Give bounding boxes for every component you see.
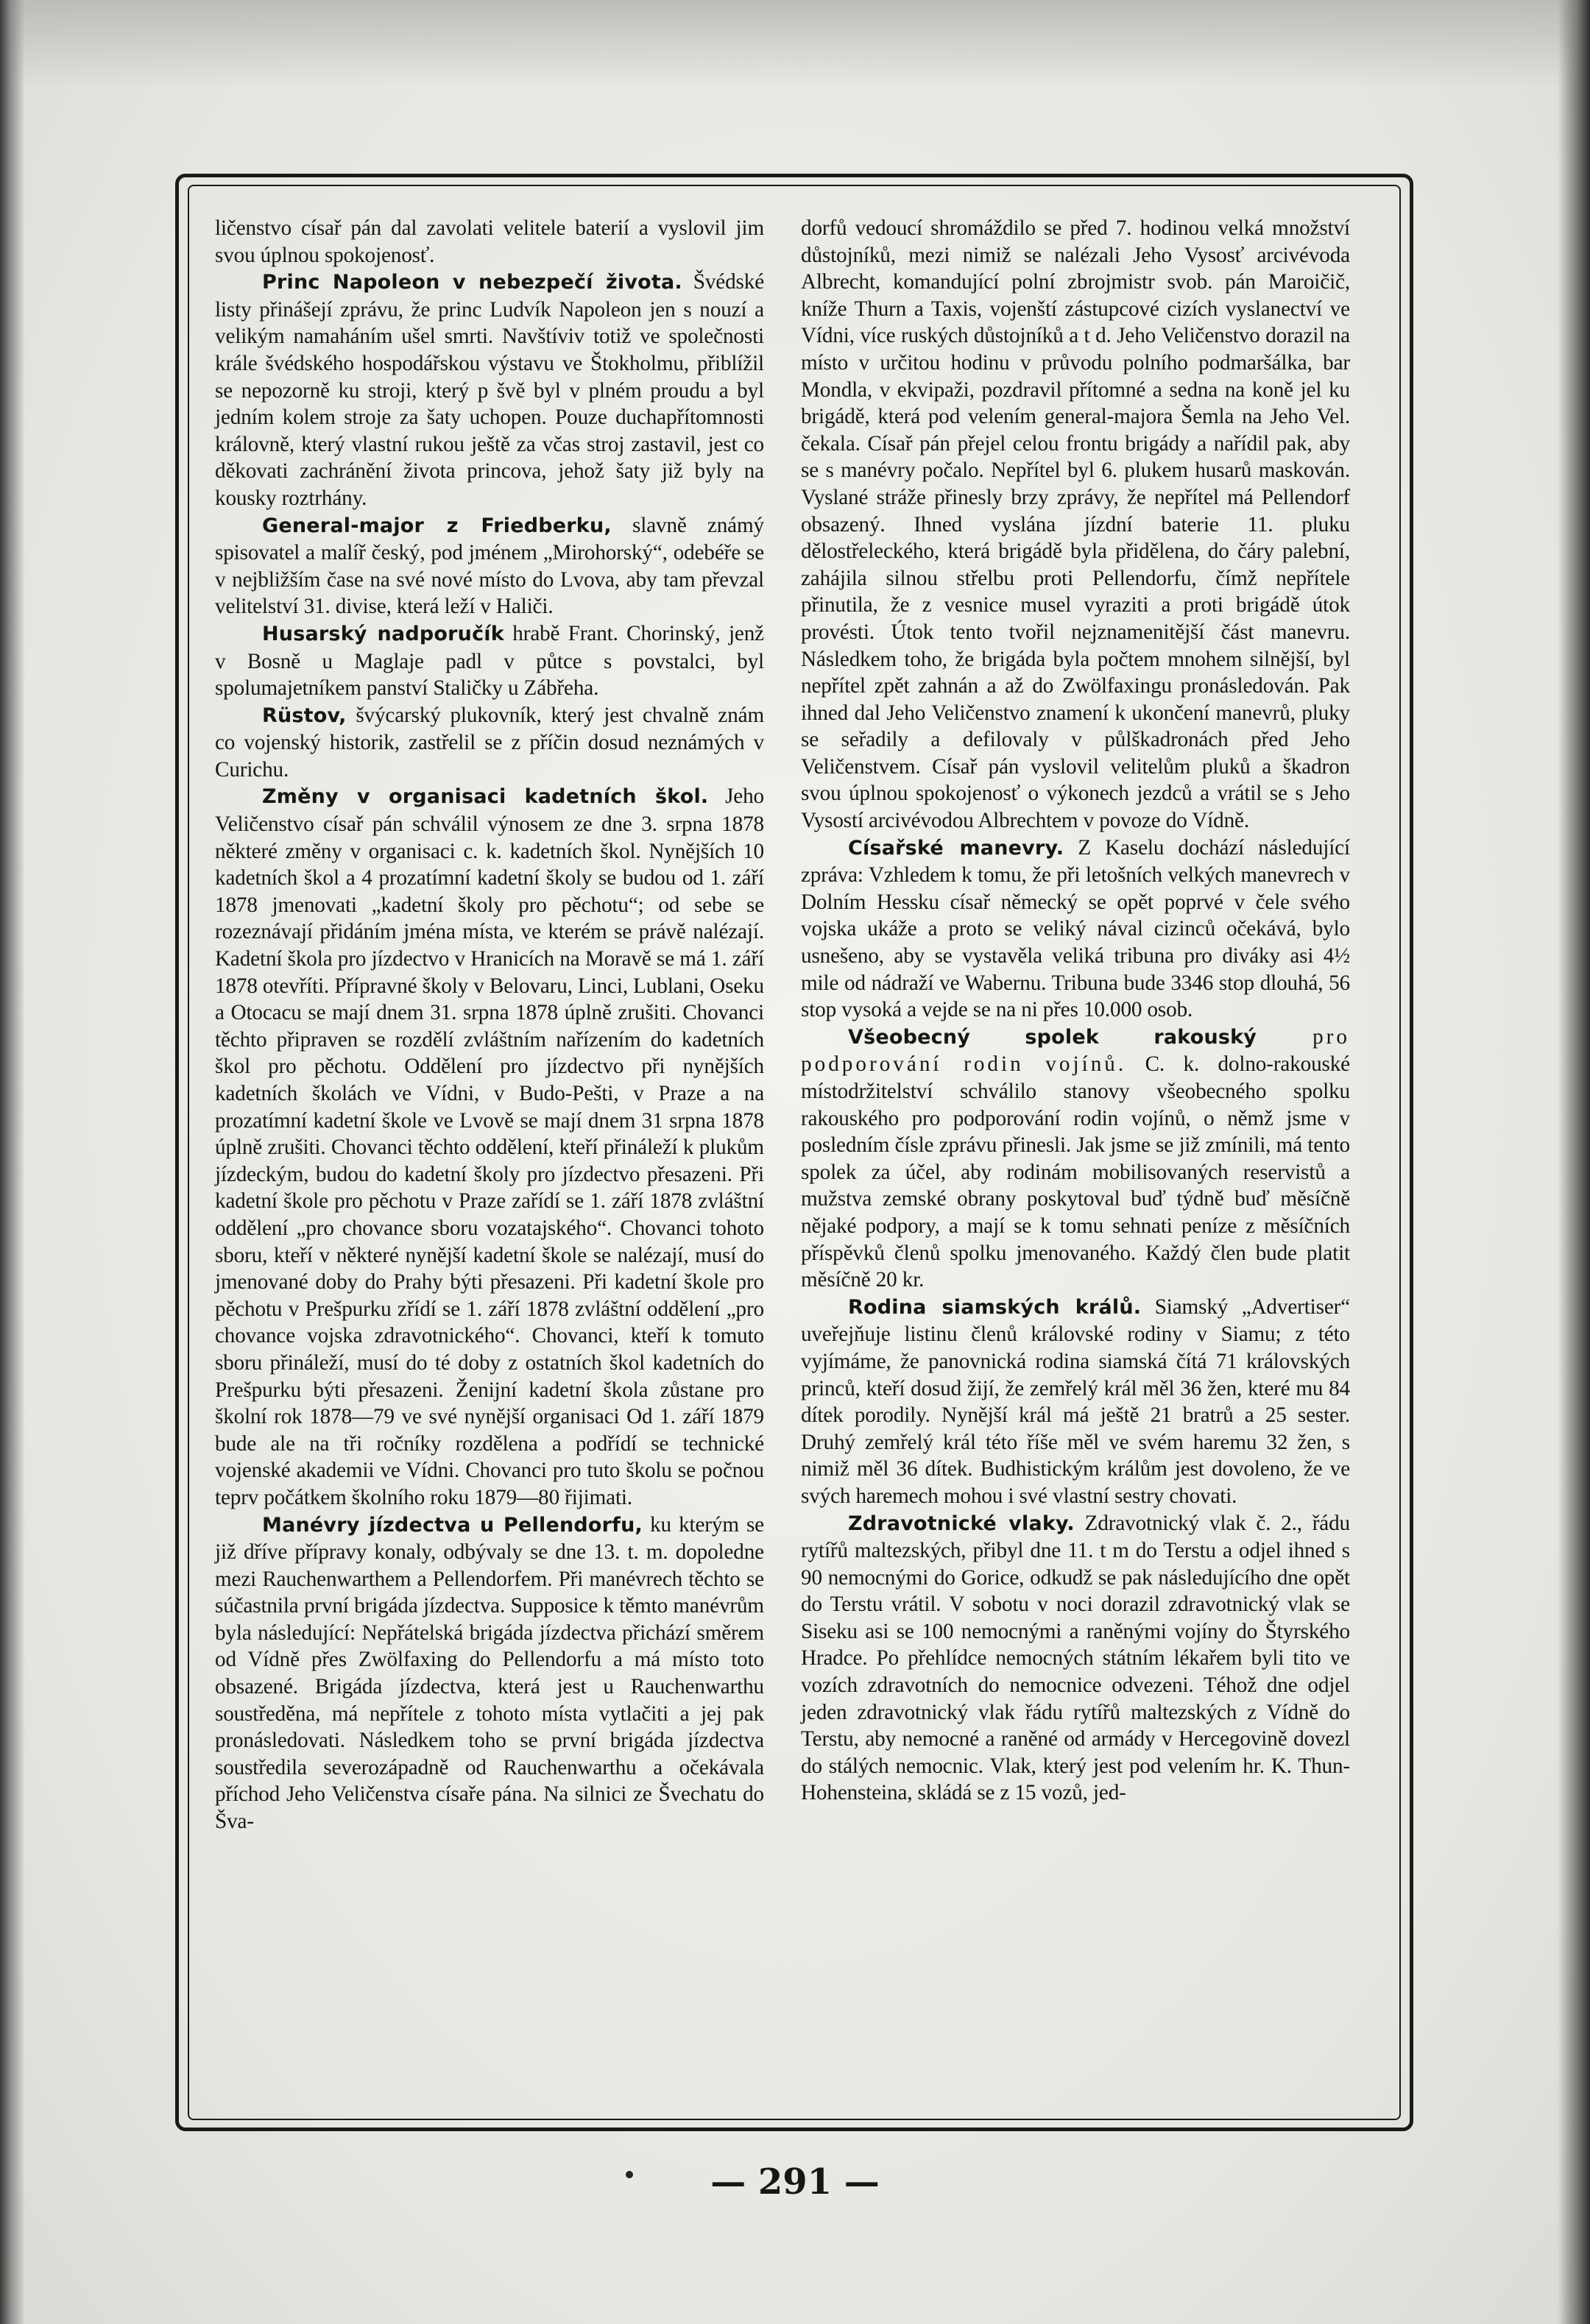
article-heading: Husarský nadporučík — [262, 622, 504, 645]
scan-edge-right — [1558, 0, 1590, 2324]
article-paragraph — [215, 1512, 764, 1835]
article-paragraph — [801, 1510, 1350, 1807]
article-text: dorfů vedoucí shromáždilo se před 7. hodinou velká množství důstojníků, mezi nimiž se nalézali Jeho Vysosť arcivévoda Albrecht, komandující polní zbrojmistr svob. pán Maroičič, kníže Thurn a Taxis, vojenští zástupcové cizích vyslanectví ve Vídni, více ruských důstojníků a t d. Jeho Veličenstvo dorazil na místo v určitou hodinu v průvodu polního podmaršálka, bar Mondla, v ekvipaži, pozdravil přítomné a sedna na koně jel ku brigádě, která pod velením general-majora Šemla na Jeho Vel. čekala. Císař pán přejel celou frontu brigády a nařídil pak, aby se s manévry počalo. Nepřítel byl 6. plukem husarů maskován. Vyslané stráže přinesly brzy zprávy, že nepřítel má Pellendorf obsazený. Ihned vyslána jízdní baterie 11. pluku dělostřeleckého, která brigádě byla přidělena, do čáry palební, zahájila silnou střelbu proti Pellendorfu, čímž nepřítele přinutila, že z vesnice musel vyraziti a proti brigádě útok provésti. Útok tento tvořil nejznamenitější část manevru. Následkem toho, že brigáda byla počtem mnohem silnější, byl nepřítel zpět zahnán a až do Zwölfaxingu pronásledován. Pak ihned dal Jeho Veličenstvo znamení k ukončení manevrů, pluky se seřadily a defilovaly v půlškadronách před Jeho Veličenstvem. Císař pán vyslovil velitelům pluků a škadron svou úplnou spokojenosť o výkonech jezdců a vrátil se s Jeho Vysostí arcivévodou Albrechtem v povoze do Vídně. — [801, 216, 1350, 833]
article-text: Z Kaselu dochází následující zpráva: Vzhledem k tomu, že při letošních velkých manevrech v Dolním Hessku císař německý se opět poprvé v čele svého vojska ukáže a proto se veliký nával cizinců očekává, bylo usnešeno, aby se vystavěla veliká tribuna pro diváky asi 4½ mile od nádraží ve Wabernu. Tribuna bude 3346 stop dlouhá, 56 stop vysoká a vejde se na ni přes 10.000 osob. — [801, 835, 1350, 1022]
scan-edge-left — [0, 0, 25, 2324]
article-text: ku kterým se již dříve přípravy konaly, odbývaly se dne 13. t. m. dopoledne mezi Rauchenwarthem a Pellendorfem. Při manévrech těchto se súčastnila první brigáda jízdectva. Supposice k těmto manévrům byla následující: Nepřátelská brigáda jízdectva přichází směrem od Vídně přes Zwölfaxing do Pellendorfu a má místo toto obsazené. Brigáda jízdectva, která jest u Rauchenwarthu soustředěna, má nepřítele z tohoto místa vytlačiti a jej pak pronásledovati. Následkem toho se první brigáda jízdectva soustředila severozápadně od Rauchenwarthu a očekávala příchod Jeho Veličenstva císaře pána. Na silnici ze Švechatu do Šva- — [215, 1512, 764, 1834]
article-heading: Císařské manevry. — [848, 836, 1064, 860]
article-heading: Princ Napoleon v nebezpečí života. — [262, 271, 682, 294]
article-heading: Zdravotnické vlaky. — [848, 1512, 1075, 1535]
article-heading-spaced: pro podporování rodin vojínů. — [801, 1024, 1350, 1077]
page-number: — 291 — — [710, 2161, 880, 2203]
right-text-column — [801, 215, 1350, 1807]
article-heading: Všeobecný spolek rakouský — [848, 1025, 1257, 1049]
scan-shadow-top — [0, 0, 1590, 88]
article-paragraph — [215, 702, 764, 784]
article-heading: Změny v organisaci kadetních škol. — [262, 785, 709, 809]
article-paragraph — [801, 835, 1350, 1024]
article-text: Siamský „Advertiser“ uveřejňuje listinu členů královské rodiny v Siamu; z této vyjímáme, že panovnická rodina siamská čítá 71 královských princů, kteří dosud žijí, že zemřelý král měl 36 žen, které mu 84 dítek porodily. Nynější král má ještě 21 bratrů a 25 sester. Druhý zemřelý král této říše měl ve svém haremu 32 žen, s nimiž měl 36 dítek. Budhistickým králům jest dovoleno, že ve svých haremech mohou i své vlastní sestry chovati. — [801, 1294, 1350, 1508]
article-paragraph — [801, 1024, 1350, 1294]
article-text: Zdravotnický vlak č. 2., řádu rytířů maltezských, přibyl dne 11. t m do Terstu a odjel ihned s 90 nemocnými do Gorice, odkudž se pak následujícího dne opět do Terstu vrátil. V sobotu v noci dorazil zdravotnický vlak se Siseku asi se 100 nemocnými a raněnými vojíny do Štyrského Hradce. Po přehlídce nemocných státním lékařem byli tito ve vozích zdravotních do nemocnice odvezeni. Téhož dne odjel jeden zdravotnický vlak řádu rytířů maltezských z Vídně do Terstu, aby nemocné a raněné od armády v Hercegovině dovezl do stálých nemocnic. Vlak, který jest pod velením hr. K. Thun-Hohensteina, skládá se z 15 vozů, jed- — [801, 1511, 1350, 1805]
article-paragraph — [215, 620, 764, 702]
left-text-column — [215, 215, 764, 1835]
article-heading: Rüstov, — [262, 704, 347, 727]
article-text: švýcarský plukovník, který jest chvalně znám co vojenský historik, zastřelil se z příčin dosud neznámých v Curichu. — [215, 703, 764, 782]
article-paragraph — [215, 269, 764, 511]
article-text: slavně známý spisovatel a malíř český, pod jménem „Mirohorský“, odebéře se v nejbližším čase na své nové místo do Lvova, aby tam převzal velitelství 31. divise, která leží v Haliči. — [215, 513, 764, 619]
continued-paragraph — [215, 215, 764, 269]
article-heading: Rodina siamských králů. — [848, 1295, 1142, 1319]
article-paragraph — [215, 512, 764, 620]
article-text: ličenstvo císař pán dal zavolati velitele baterií a vyslovil jim svou úplnou spokojenosť. — [215, 216, 764, 267]
article-heading: Manévry jízdectva u Pellendorfu, — [262, 1513, 643, 1537]
article-heading: General-major z Friedberku, — [262, 514, 612, 537]
article-text: C. k. dolno-rakouské místodržitelství schválilo stanovy všeobecného spolku rakouského pro podporování rodin vojínů, o němž jsme v posledním čísle zprávu přinesli. Jak jsme se již zmínili, má tento spolek za účel, aby rodinám mobilisovaných reservistů a mužstva zemské obrany poskytoval buď týdně buď měsíčně nějaké podpory, a mají se k tomu sehnati peníze z měsíčních příspěvků členů spolku jmenovaného. Každý člen bude platit měsíčně 20 kr. — [801, 1052, 1350, 1292]
continued-paragraph — [801, 215, 1350, 835]
article-paragraph — [801, 1294, 1350, 1510]
folio-dot-ornament — [626, 2171, 633, 2178]
article-text: hrabě Frant. Chorinský, jenž v Bosně u Maglaje padl v půtce s povstalci, byl spolumajetníkem panství Staličky u Zábřeha. — [215, 621, 764, 701]
article-text: Švédské listy přinášejí zprávu, že princ Ludvík Napoleon jen s nouzí a velikým namaháním ušel smrti. Navštíviv totiž ve společnosti krále švédského hospodářskou výstavu ve Štokholmu, přiblížil se nepozorně ku stroji, který p švě byl v plném proudu a byl jedním kolem stroje za šaty uchopen. Pouze duchapřítomnosti královně, který vlastní rukou ještě za včas stroj zastavil, jest co děkovati zachránění života princova, jehož šaty již byly na kousky roztrhány. — [215, 270, 764, 510]
article-paragraph — [215, 783, 764, 1511]
article-text: Jeho Veličenstvo císař pán schválil výnosem ze dne 3. srpna 1878 některé změny v organisaci c. k. kadetních škol. Nynějších 10 kadetních škol a 4 prozatímní kadetní školy se budou od 1. září 1878 jmenovati „kadetní školy pro pěchotu“; od sebe se rozeznávají přidáním jména místa, ve kterém se právě nalézají. Kadetní škola pro jízdectvo v Hranicích na Moravě se má 1. září 1878 otevříti. Přípravné školy v Belovaru, Linci, Lublani, Oseku a Otocacu se mají dnem 31. srpna 1878 úplně zrušiti. Chovanci těchto připraven se rozdělí zvláštním nařízením do kadetních škol pro pěchotu. Oddělení pro jízdectvo při nynějších kadetních školách ve Vídni, v Budo-Pešti, v Praze a na prozatímní kadetní škole ve Lvově se mají dnem 31 srpna 1878 úplně zrušiti. Chovanci těchto oddělení, kteří přináleží k plukům jízdeckým, budou do kadetní školy pro jízdectvo přesazeni. Při kadetní škole pro pěchotu v Praze zařídí se 1. září 1878 zvláštní oddělení „pro chovance sboru vozatajského“. Chovanci tohoto sboru, kteří v některé nynější kadetní škole se nalézají, musí do jmenované doby do Prahy býti přesazeni. Při kadetní škole pro pěchotu v Prešpurku zřídí se 1. září 1878 zvláštní oddělení „pro chovance vojska zdravotnického“. Chovanci, kteří k tomuto sboru přináleží, musí do té doby z ostatních škol kadetních do Prešpurku býti přesazeni. Ženijní kadetní škola zůstane pro školní rok 1878—79 ve své nynější organisaci Od 1. září 1879 bude ale na tři ročníky rozdělena a podřídí se technické vojenské akademii ve Vídni. Chovanci pro tuto školu se počnou teprv počátkem školního roku 1879—80 řijimati. — [215, 784, 764, 1509]
